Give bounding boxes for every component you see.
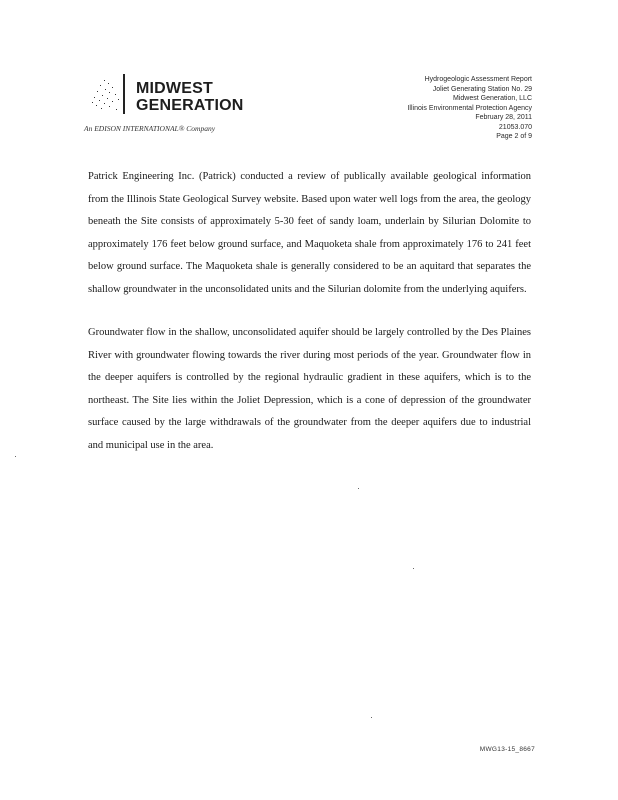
report-date: February 28, 2011 xyxy=(475,114,532,121)
bates-number: MWG13-15_8667 xyxy=(479,746,535,753)
paragraph-groundwater: Groundwater flow in the shallow, unconsolidated aquifer should be largely controlled by the Des Plaines River with groundwater flowing towards the river during most periods of the year. Groundwater flow in the deeper aquifers is controlled by the regional hydraulic gradient in these aquifers, which is to the northeast. The Site lies within the Joliet Depression, which is a cone of depression of the groundwater surface caused by the large withdrawals of the groundwater from the deeper aquifers due to industrial and municipal use in the area. xyxy=(88,327,531,451)
company-name: Midwest Generation, LLC xyxy=(453,95,532,102)
report-header-info xyxy=(407,75,532,142)
report-body xyxy=(88,166,531,478)
logo-wordmark xyxy=(136,80,243,114)
company-logo xyxy=(84,74,259,136)
page-number: Page 2 of 9 xyxy=(496,133,532,140)
scan-speck xyxy=(15,456,16,457)
project-number: 21053.070 xyxy=(498,123,532,131)
report-title: Hydrogeologic Assessment Report xyxy=(424,76,532,83)
scan-speck xyxy=(413,568,414,569)
scan-speck xyxy=(358,488,359,489)
logo-name-line1: MIDWEST xyxy=(136,80,213,97)
logo-name-line2: GENERATION xyxy=(136,97,244,114)
midwest-generation-logo-icon xyxy=(90,74,126,114)
logo-tagline: An EDISON INTERNATIONAL® Company xyxy=(84,124,216,133)
station-name: Joliet Generating Station No. 29 xyxy=(432,85,532,93)
paragraph-geology: Patrick Engineering Inc. (Patrick) conducted a review of publically available geological information from the Illinois State Geological Survey website. Based upon water well logs from the area, the geology beneath the Site consists of approximately 5-30 feet of sandy loam, underlain by Silurian Dolomite to approximately 176 feet below ground surface, and Maquoketa shale from approximately 176 to 241 feet below ground surface. The Maquoketa shale is generally considered to be an aquitard that separates the shallow groundwater in the unconsolidated units and the Silurian dolomite from the underlying aquifers. xyxy=(88,171,531,295)
scan-speck xyxy=(371,717,372,718)
agency-name: Illinois Environmental Protection Agency xyxy=(407,104,532,112)
